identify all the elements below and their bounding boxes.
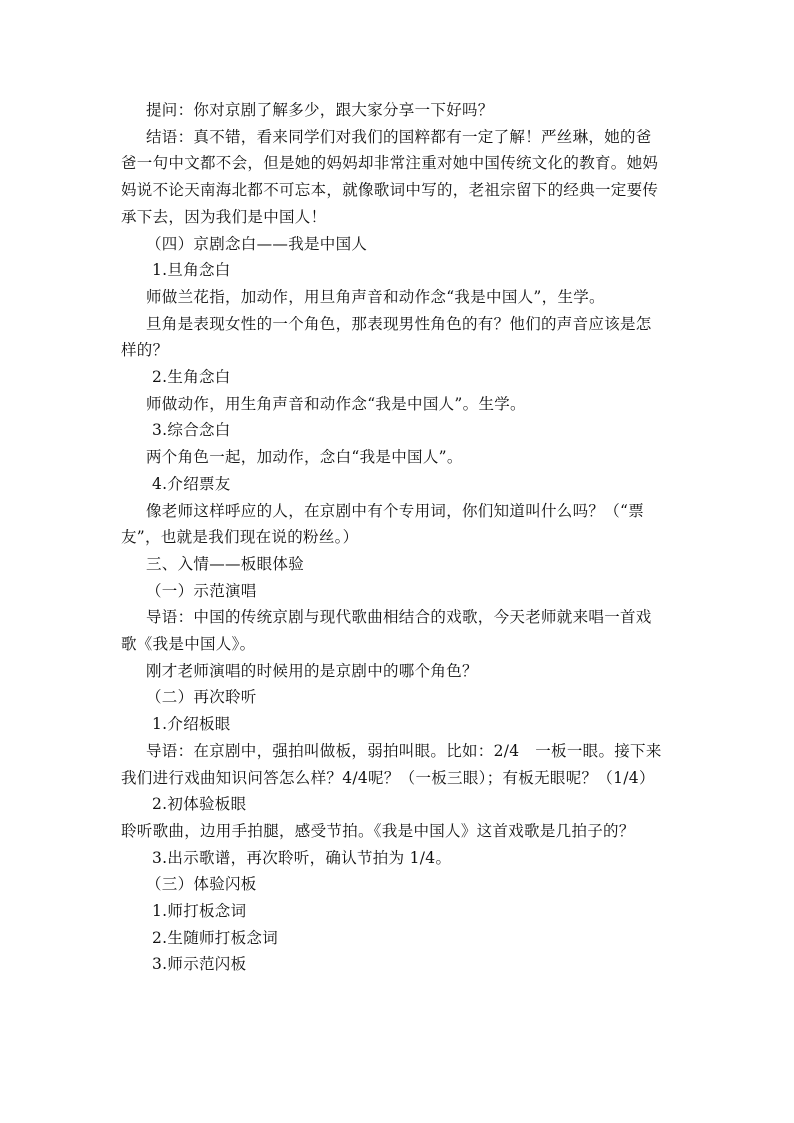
text-line: 爸一句中文都不会，但是她的妈妈却非常注重对她中国传统文化的教育。她妈 bbox=[121, 154, 659, 173]
text-line: 师做兰花指，加动作，用旦角声音和动作念“我是中国人”，生学。 bbox=[146, 287, 605, 306]
text-line: 承下去，因为我们是中国人！ bbox=[121, 207, 327, 226]
text-line: 3.师示范闪板 bbox=[152, 955, 247, 974]
text-line: 4.介绍票友 bbox=[152, 474, 231, 493]
text-line: 师做动作，用生角声音和动作念“我是中国人”。生学。 bbox=[146, 394, 526, 413]
text-line: 提问：你对京剧了解多少，跟大家分享一下好吗？ bbox=[146, 101, 494, 119]
text-line: （一）示范演唱 bbox=[146, 581, 257, 600]
text-line: 导语：中国的传统京剧与现代歌曲相结合的戏歌，今天老师就来唱一首戏 bbox=[146, 608, 652, 627]
text-line: 1.师打板念词 bbox=[152, 902, 247, 920]
text-line: 2.初体验板眼 bbox=[152, 795, 247, 814]
text-line: 妈说不论天南海北都不可忘本，就像歌词中写的，老祖宗留下的经典一定要传 bbox=[121, 181, 659, 200]
text-line: 三、入情——板眼体验 bbox=[146, 554, 305, 573]
text-line: 2.生随师打板念词 bbox=[152, 928, 278, 947]
text-line: 2.生角念白 bbox=[152, 368, 231, 386]
text-line: 3.综合念白 bbox=[152, 421, 231, 440]
text-line: （二）再次聆听 bbox=[146, 688, 257, 707]
text-line: 聆听歌曲，边用手拍腿，感受节拍。《我是中国人》这首戏歌是几拍子的？ bbox=[121, 821, 635, 840]
text-line: （三）体验闪板 bbox=[146, 875, 257, 894]
text-line: 样的？ bbox=[121, 341, 169, 360]
text-line: 我们进行戏曲知识问答怎么样？4/4呢？（一板三眼）；有板无眼呢？（1/4） bbox=[121, 768, 655, 787]
text-line: 3.出示歌谱，再次聆听，确认节拍为 1/4。 bbox=[152, 848, 452, 867]
text-line: 结语：真不错，看来同学们对我们的国粹都有一定了解！严丝琳，她的爸 bbox=[146, 127, 652, 146]
text-line: 友”，也就是我们现在说的粉丝。） bbox=[121, 528, 359, 547]
text-line: 两个角色一起，加动作，念白“我是中国人”。 bbox=[146, 448, 463, 467]
text-line: 刚才老师演唱的时候用的是京剧中的哪个角色？ bbox=[146, 661, 478, 680]
text-line: 1.介绍板眼 bbox=[152, 715, 231, 734]
text-line: 歌《我是中国人》。 bbox=[121, 635, 256, 653]
text-line: 旦角是表现女性的一个角色，那表现男性角色的有？他们的声音应该是怎 bbox=[146, 314, 652, 333]
text-line: 导语：在京剧中，强拍叫做板，弱拍叫眼。比如：2/4 一板一眼。接下来 bbox=[146, 741, 662, 760]
text-line: （四）京剧念白——我是中国人 bbox=[146, 234, 368, 253]
text-line: 1.旦角念白 bbox=[152, 261, 231, 280]
text-line: 像老师这样呼应的人，在京剧中有个专用词，你们知道叫什么吗？（“票 bbox=[146, 501, 645, 520]
